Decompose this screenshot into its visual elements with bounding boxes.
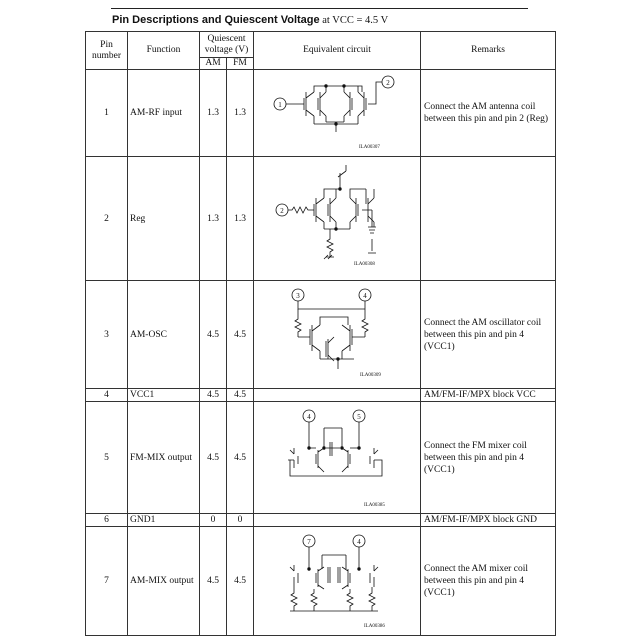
table-row [86,402,556,514]
pin-number: 7 [86,527,128,636]
pin-node-label: 7 [307,538,311,546]
figure-id: ILA00308 [354,262,375,267]
pin-description-table [85,31,556,636]
pin-function: AM-MIX output [128,527,200,636]
am-voltage: 4.5 [200,527,227,636]
pin-function: GND1 [128,514,200,527]
pin-remarks-text: Connect the AM oscillator coil between this pin and pin 4 (VCC1) [424,317,542,352]
pin-function: AM-OSC [128,281,200,389]
header-function: Function [128,32,200,70]
pin-remarks: Connect the AM antenna coil between this pin and pin 2 (Reg) [421,70,556,157]
am-voltage: 4.5 [200,281,227,389]
pin-remarks [421,157,556,281]
heading-condition: at VCC = 4.5 V [322,15,389,26]
am-voltage: 1.3 [200,157,227,281]
equivalent-circuit [254,514,421,527]
pin-node-label: 5 [357,413,361,421]
fm-voltage: 4.5 [227,402,254,514]
am-voltage: 4.5 [200,389,227,402]
pin-function: AM-RF input [128,70,200,157]
section-heading [112,14,388,26]
equivalent-circuit [254,527,421,636]
equivalent-circuit [254,281,421,389]
am-voltage: 0 [200,514,227,527]
table-row [86,514,556,527]
table-row [86,157,556,281]
pin-function: Reg [128,157,200,281]
equivalent-circuit [254,389,421,402]
top-rule [111,8,528,9]
pin-remarks: Connect the AM mixer coil between this pin and pin 4 (VCC1) [421,527,556,636]
header-quiescent-voltage: Quiescent voltage (V) [200,32,254,58]
circuit-diagram-am-mix-output [254,527,421,635]
table-row [86,70,556,157]
pin-number: 1 [86,70,128,157]
figure-id: ILA00386 [364,624,385,629]
fm-voltage: 1.3 [227,70,254,157]
fm-voltage: 0 [227,514,254,527]
am-voltage: 4.5 [200,402,227,514]
pin-remarks [421,281,556,389]
pin-number: 4 [86,389,128,402]
header-am: AM [200,58,227,70]
pin-node-label: 1 [278,101,282,109]
pin-node-label: 4 [363,292,367,300]
pin-remarks: Connect the FM mixer coil between this pin and pin 4 (VCC1) [421,402,556,514]
circuit-diagram-fm-mix-output [254,402,421,513]
pin-node-label: 2 [280,207,284,215]
fm-voltage: 4.5 [227,281,254,389]
fm-voltage: 4.5 [227,527,254,636]
pin-number: 2 [86,157,128,281]
table-row [86,389,556,402]
pin-node-label: 4 [357,538,361,546]
pin-function: VCC1 [128,389,200,402]
circuit-diagram-am-osc [254,281,421,388]
pin-number: 3 [86,281,128,389]
heading-title: Pin Descriptions and Quiescent Voltage [112,14,320,26]
pin-remarks: AM/FM-IF/MPX block VCC [421,389,556,402]
figure-id: ILA00307 [359,145,380,150]
circuit-diagram-reg [254,157,421,280]
table-row [86,527,556,636]
equivalent-circuit [254,402,421,514]
header-remarks: Remarks [421,32,556,70]
pin-function: FM-MIX output [128,402,200,514]
circuit-diagram-am-rf-input [254,70,421,156]
figure-id: ILA00385 [364,503,385,508]
pin-number: 5 [86,402,128,514]
header-pin-number: Pin number [86,32,128,70]
pin-node-label: 2 [386,79,390,87]
equivalent-circuit [254,157,421,281]
fm-voltage: 4.5 [227,389,254,402]
fm-voltage: 1.3 [227,157,254,281]
equivalent-circuit [254,70,421,157]
am-voltage: 1.3 [200,70,227,157]
pin-node-label: 3 [296,292,300,300]
pin-node-label: 4 [307,413,311,421]
header-equivalent-circuit: Equivalent circuit [254,32,421,70]
table-row [86,281,556,389]
pin-number: 6 [86,514,128,527]
pin-remarks: AM/FM-IF/MPX block GND [421,514,556,527]
header-fm: FM [227,58,254,70]
figure-id: ILA00309 [360,373,381,378]
